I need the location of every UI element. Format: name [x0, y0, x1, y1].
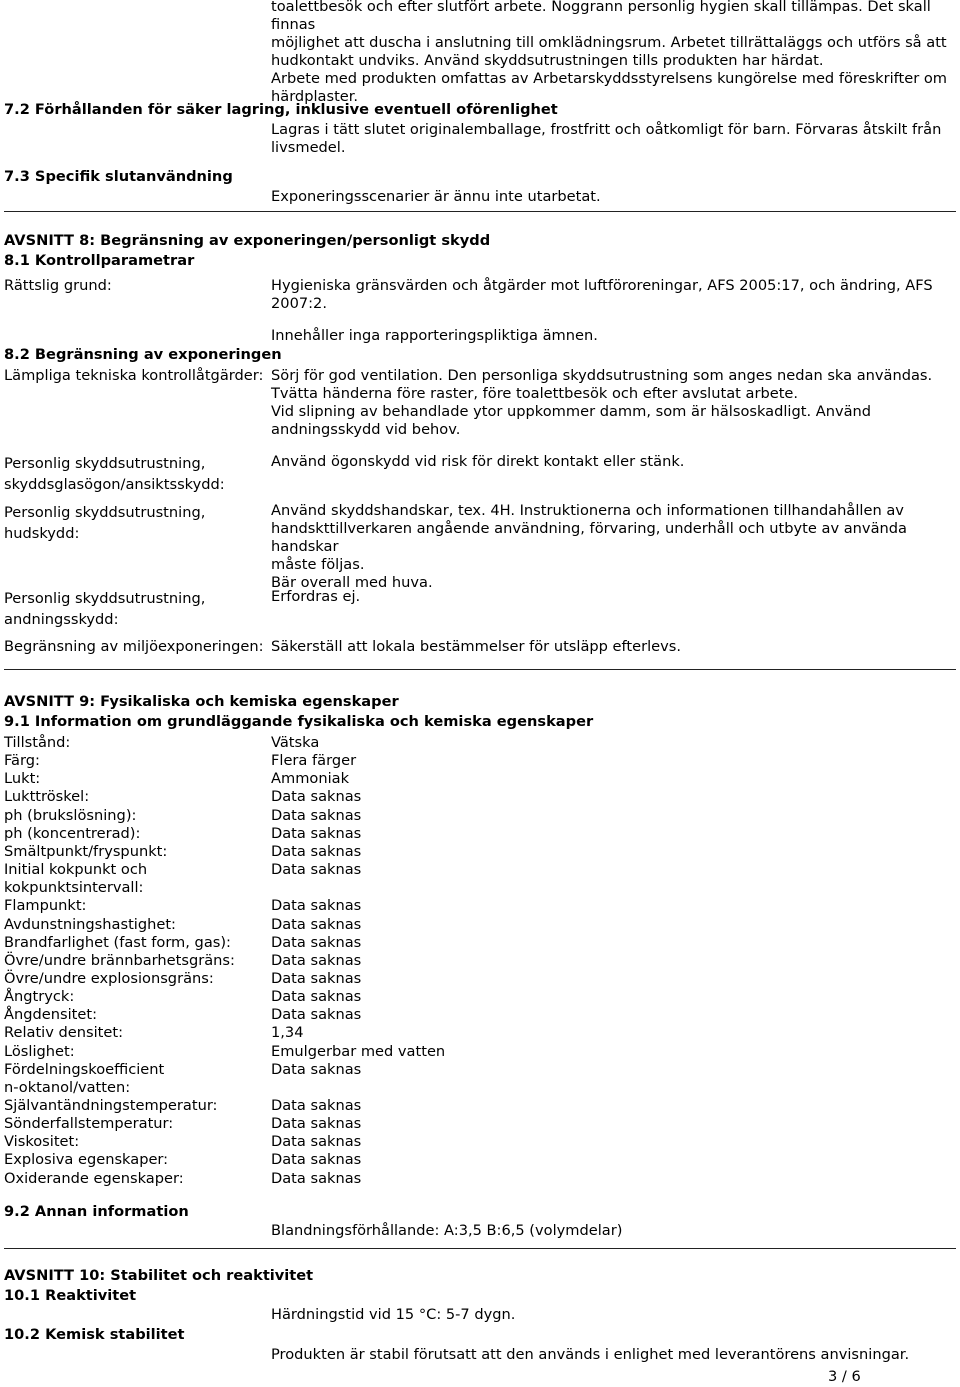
property-value: Data saknas [271, 1097, 362, 1114]
skin-protection-line: Bär overall med huva. [271, 574, 433, 591]
legal-basis-value [271, 277, 956, 313]
respiratory-protection-value: Erfordras ej. [271, 588, 361, 605]
property-label [4, 1115, 173, 1133]
skin-protection-line: handskttillverkaren angående användning, förvaring, underhåll och utbyte av använda handskar [271, 520, 907, 555]
intro-line: toalettbesök och efter slutfört arbete. Noggrann personlig hygien skall tillämpas. Det skall finnas [271, 0, 931, 33]
property-value: 1,34 [271, 1024, 304, 1042]
property-value: Data saknas [271, 933, 362, 951]
heading-7-2: 7.2 Förhållanden för säker lagring, inklusive eventuell oförenlighet [4, 101, 558, 118]
property-label [4, 1043, 75, 1061]
property-value: Data saknas [271, 1151, 362, 1169]
property-value: Vätska [271, 734, 320, 751]
tech-controls-line: andningsskydd vid behov. [271, 421, 461, 438]
stability-value: Produkten är stabil förutsatt att den används i enlighet med leverantörens anvisningar. [271, 1346, 910, 1363]
intro-paragraph [271, 0, 956, 106]
property-label [4, 1170, 184, 1188]
property-value: Data saknas [271, 915, 362, 933]
storage-text [271, 121, 956, 157]
heading-8-1: 8.1 Kontrollparametrar [4, 252, 195, 269]
property-label-line: Lukt: [4, 770, 41, 788]
property-label-line: Smältpunkt/fryspunkt: [4, 842, 168, 860]
section-divider [4, 1248, 956, 1249]
property-value: Ammoniak [271, 770, 350, 788]
property-label-line: Oxiderande egenskaper: [4, 1169, 184, 1187]
intro-line: Arbete med produkten omfattas av Arbetarskyddsstyrelsens kungörelse med föreskrifter om [271, 70, 948, 87]
property-label-line: Fördelningskoefficient [4, 1060, 165, 1078]
respiratory-protection-label [4, 588, 205, 630]
property-label-line: Brandfarlighet (fast form, gas): [4, 933, 231, 951]
heading-8-2: 8.2 Begränsning av exponeringen [4, 346, 282, 363]
property-label [4, 807, 136, 825]
property-label [4, 1061, 164, 1097]
tech-controls-line: Tvätta händerna före raster, före toalettbesök och efter avslutat arbete. [271, 385, 799, 402]
property-label-line: Explosiva egenskaper: [4, 1151, 169, 1169]
property-value: Data saknas [271, 824, 362, 842]
property-label-line: Färg: [4, 752, 40, 770]
property-value: Flera färger [271, 752, 357, 770]
property-value: Data saknas [271, 1060, 362, 1078]
section-8-title: AVSNITT 8: Begränsning av exponeringen/personligt skydd [4, 232, 491, 249]
tech-controls-value [271, 367, 956, 439]
end-use-text: Exponeringsscenarier är ännu inte utarbetat. [271, 188, 601, 205]
page-number: 3 / 6 [828, 1368, 861, 1385]
no-substances-text: Innehåller inga rapporteringspliktiga ämnen. [271, 327, 598, 344]
property-label-line: Ångdensitet: [4, 1006, 97, 1024]
heading-7-3: 7.3 Specifik slutanvändning [4, 168, 233, 185]
property-label-line: Avdunstningshastighet: [4, 915, 176, 933]
section-10-title: AVSNITT 10: Stabilitet och reaktivitet [4, 1267, 314, 1284]
property-label-line: Självantändningstemperatur: [4, 1097, 218, 1114]
property-label-line: Sönderfallstemperatur: [4, 1115, 174, 1133]
heading-9-2: 9.2 Annan information [4, 1203, 189, 1220]
heading-10-2: 10.2 Kemisk stabilitet [4, 1326, 185, 1343]
intro-line: möjlighet att duscha i anslutning till omklädningsrum. Arbetet tillrättaläggs och utförs så att [271, 34, 947, 51]
property-value: Emulgerbar med vatten [271, 1042, 446, 1060]
property-label [4, 1024, 123, 1042]
property-value: Data saknas [271, 897, 362, 915]
property-label [4, 825, 140, 843]
property-value: Data saknas [271, 1115, 362, 1133]
heading-10-1: 10.1 Reaktivitet [4, 1287, 137, 1304]
property-value: Data saknas [271, 861, 362, 879]
property-label [4, 843, 167, 861]
property-label-line: ph (brukslösning): [4, 806, 137, 824]
heading-9-1: 9.1 Information om grundläggande fysikaliska och kemiska egenskaper [4, 713, 594, 730]
property-label-line: Flampunkt: [4, 897, 87, 915]
storage-line: Lagras i tätt slutet originalemballage, frostfritt och oåtkomligt för barn. Förvaras åtskilt från [271, 121, 942, 138]
property-label [4, 970, 214, 988]
section-9-title: AVSNITT 9: Fysikaliska och kemiska egenskaper [4, 693, 399, 710]
skin-protection-line: Använd skyddshandskar, tex. 4H. Instruktionerna och informationen tillhandahållen av [271, 502, 904, 519]
property-label [4, 734, 70, 752]
skin-protection-line: måste följas. [271, 556, 365, 573]
tech-controls-line: Vid slipning av behandlade ytor uppkommer damm, som är hälsoskadligt. Använd [271, 403, 872, 420]
property-value: Data saknas [271, 951, 362, 969]
property-value: Data saknas [271, 1006, 362, 1024]
respiratory-protection-label-line: Personlig skyddsutrustning, [4, 590, 206, 607]
intro-line: hudkontakt undviks. Använd skyddsutrustningen tills produkten har härdat. [271, 52, 824, 69]
property-label-line: Viskositet: [4, 1133, 80, 1151]
skin-protection-value [271, 502, 956, 592]
tech-controls-label: Lämpliga tekniska kontrollåtgärder: [4, 367, 264, 384]
property-value: Data saknas [271, 1169, 362, 1187]
eye-protection-label-line: Personlig skyddsutrustning, [4, 455, 206, 472]
property-value: Data saknas [271, 842, 362, 860]
respiratory-protection-label-line: andningsskydd: [4, 611, 119, 628]
property-label-line: Relativ densitet: [4, 1024, 124, 1042]
legal-basis-label: Rättslig grund: [4, 277, 112, 294]
property-label-line: ph (koncentrerad): [4, 824, 141, 842]
eye-protection-label [4, 453, 225, 495]
tech-controls-line: Sörj för god ventilation. Den personliga skyddsutrustning som anges nedan ska användas. [271, 367, 933, 384]
property-label [4, 934, 231, 952]
property-label [4, 788, 89, 806]
property-label-line: kokpunktsintervall: [4, 879, 144, 897]
property-label-line: Lukttröskel: [4, 788, 90, 806]
property-label-line: Ångtryck: [4, 988, 75, 1006]
legal-basis-line: Hygieniska gränsvärden och åtgärder mot luftföroreningar, AFS 2005:17, och ändring, AFS [271, 277, 933, 294]
legal-basis-line: 2007:2. [271, 295, 327, 312]
intro-line: härdplaster. [271, 88, 359, 105]
env-exposure-value: Säkerställ att lokala bestämmelser för utsläpp efterlevs. [271, 638, 682, 655]
property-label [4, 952, 235, 970]
reactivity-value: Härdningstid vid 15 °C: 5-7 dygn. [271, 1306, 516, 1323]
property-label-line: Initial kokpunkt och [4, 861, 148, 879]
eye-protection-value: Använd ögonskydd vid risk för direkt kontakt eller stänk. [271, 453, 685, 470]
property-label-line: n-oktanol/vatten: [4, 1078, 131, 1096]
property-label [4, 1133, 79, 1151]
property-label [4, 916, 176, 934]
property-label-line: Övre/undre brännbarhetsgräns: [4, 951, 235, 969]
property-label [4, 1151, 168, 1169]
property-label [4, 988, 74, 1006]
eye-protection-label-line: skyddsglasögon/ansiktsskydd: [4, 476, 225, 493]
property-value: Data saknas [271, 988, 362, 1006]
property-value: Data saknas [271, 1133, 362, 1151]
skin-protection-label-line: Personlig skyddsutrustning, [4, 504, 206, 521]
property-label-line: Löslighet: [4, 1042, 75, 1060]
property-label [4, 770, 40, 788]
property-label-line: Övre/undre explosionsgräns: [4, 969, 214, 987]
property-label [4, 861, 147, 897]
env-exposure-label: Begränsning av miljöexponeringen: [4, 638, 264, 655]
property-value: Data saknas [271, 788, 362, 806]
property-value: Data saknas [271, 806, 362, 824]
other-info-value: Blandningsförhållande: A:3,5 B:6,5 (volymdelar) [271, 1222, 623, 1239]
section-divider [4, 211, 956, 212]
property-label-line: Tillstånd: [4, 734, 71, 751]
section-divider [4, 669, 956, 670]
storage-line: livsmedel. [271, 139, 346, 156]
skin-protection-label [4, 502, 205, 544]
property-value: Data saknas [271, 969, 362, 987]
skin-protection-label-line: hudskydd: [4, 525, 80, 542]
property-label [4, 1006, 97, 1024]
property-label [4, 897, 86, 915]
property-label [4, 752, 40, 770]
property-label [4, 1097, 217, 1115]
